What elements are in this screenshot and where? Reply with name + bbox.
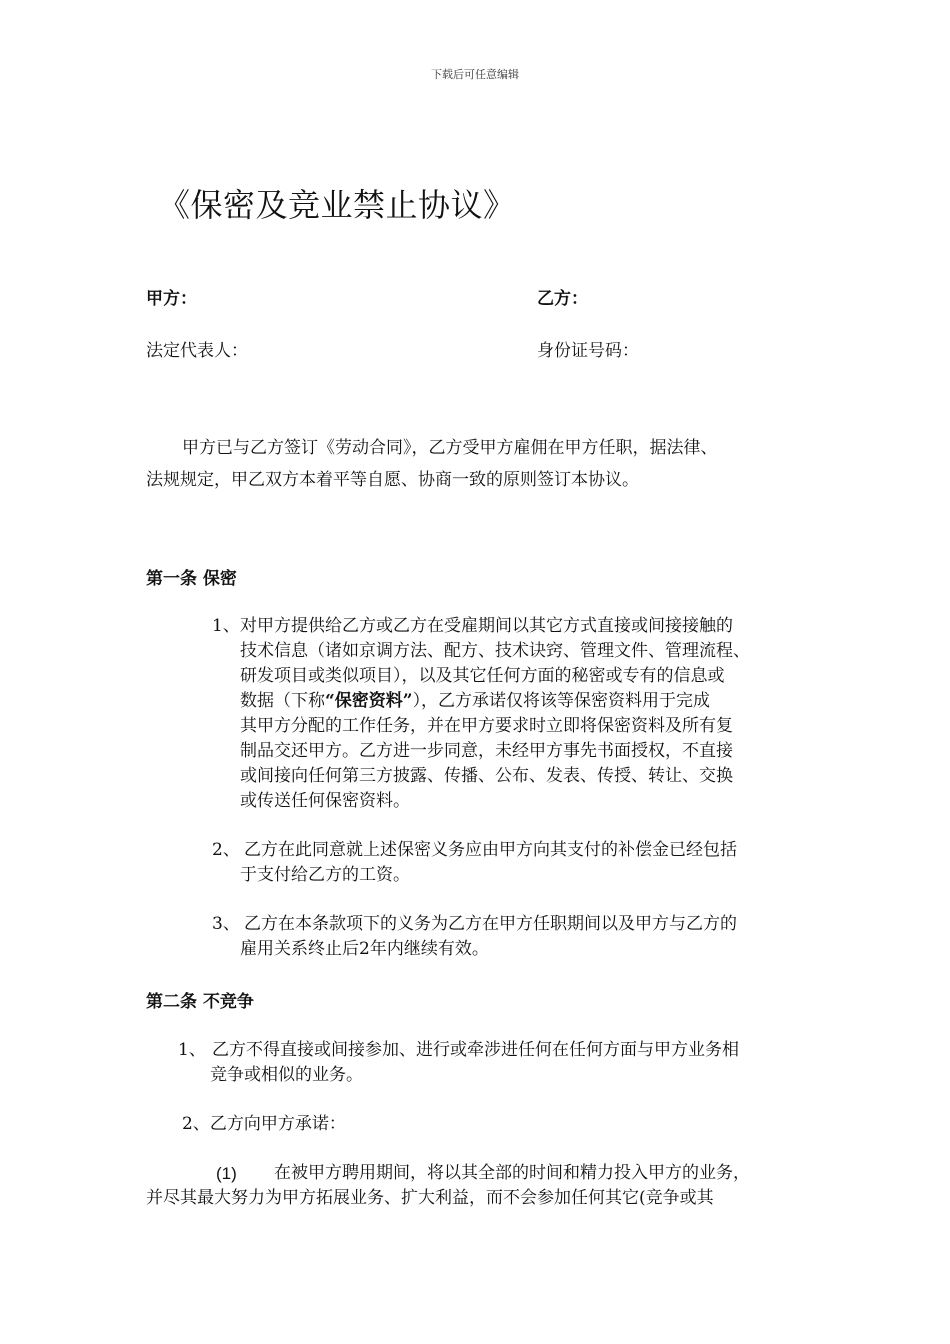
- legal-rep-label: 法定代表人：: [146, 341, 248, 361]
- article-2-heading: 第二条 不竞争: [146, 992, 254, 1012]
- article-1-item-1-line-7: 或间接向任何第三方披露、传播、公布、发表、传授、转让、交换: [240, 766, 733, 786]
- confidential-material-term: “保密资料”: [325, 691, 413, 711]
- article-1-item-1-line-1: 对甲方提供给乙方或乙方在受雇期间以其它方式直接或间接接触的: [240, 616, 733, 636]
- article-2-item-1-line-1: 乙方不得直接或间接参加、进行或牵涉进任何在任何方面与甲方业务相: [212, 1040, 739, 1060]
- article-1-item-2-number: 2、: [212, 840, 240, 860]
- article-1-item-3-line-2: 雇用关系终止后2年内继续有效。: [240, 939, 489, 959]
- intro-line-2: 法规规定，甲乙双方本着平等自愿、协商一致的原则签订本协议。: [146, 470, 639, 490]
- article-2-sub-1-number: (1): [216, 1164, 237, 1183]
- article-1-item-2-line-2: 于支付给乙方的工资。: [240, 865, 410, 885]
- line-4-suffix: ），乙方承诺仅将该等保密资料用于完成: [412, 691, 711, 711]
- article-1-item-1-line-3: 研发项目或类似项目），以及其它任何方面的秘密或专有的信息或: [240, 666, 725, 686]
- party-a-label: 甲方：: [146, 289, 197, 309]
- article-1-item-1-line-2: 技术信息（诸如京调方法、配方、技术诀窍、管理文件、管理流程、: [240, 641, 750, 661]
- article-1-item-1-line-4: [240, 689, 710, 714]
- article-2-item-2-label: 2、乙方向甲方承诺：: [182, 1114, 346, 1134]
- party-b-label: 乙方：: [537, 289, 588, 309]
- article-1-item-1-line-6: 制品交还甲方。乙方进一步同意，未经甲方事先书面授权，不直接: [240, 741, 733, 761]
- article-1-item-2-line-1: 乙方在此同意就上述保密义务应由甲方向其支付的补偿金已经包括: [244, 840, 737, 860]
- header-note: 下载后可任意编辑: [431, 68, 519, 81]
- line-4-prefix: 数据（下称: [240, 691, 325, 711]
- article-1-item-1-line-8: 或传送任何保密资料。: [240, 791, 410, 811]
- article-1-item-3-number: 3、: [212, 914, 240, 934]
- document-title: 《保密及竞业禁止协议》: [158, 186, 516, 224]
- article-2-sub-1-line-1: 在被甲方聘用期间，将以其全部的时间和精力投入甲方的业务，: [274, 1163, 750, 1183]
- article-2-sub-1-line-2: 并尽其最大努力为甲方拓展业务、扩大利益，而不会参加任何其它(竞争或其: [146, 1188, 714, 1208]
- article-1-item-3-line-1: 乙方在本条款项下的义务为乙方在甲方任职期间以及甲方与乙方的: [244, 914, 737, 934]
- article-1-item-1-line-5: 其甲方分配的工作任务，并在甲方要求时立即将保密资料及所有复: [240, 716, 733, 736]
- article-1-item-1-number: 1、: [212, 616, 240, 636]
- intro-line-1: 甲方已与乙方签订《劳动合同》，乙方受甲方雇佣在甲方任职，据法律、: [182, 438, 718, 458]
- article-2-item-1-number: 1、: [178, 1040, 206, 1060]
- article-2-item-1-line-2: 竞争或相似的业务。: [210, 1065, 363, 1085]
- article-1-heading: 第一条 保密: [146, 569, 237, 589]
- id-number-label: 身份证号码：: [537, 341, 639, 361]
